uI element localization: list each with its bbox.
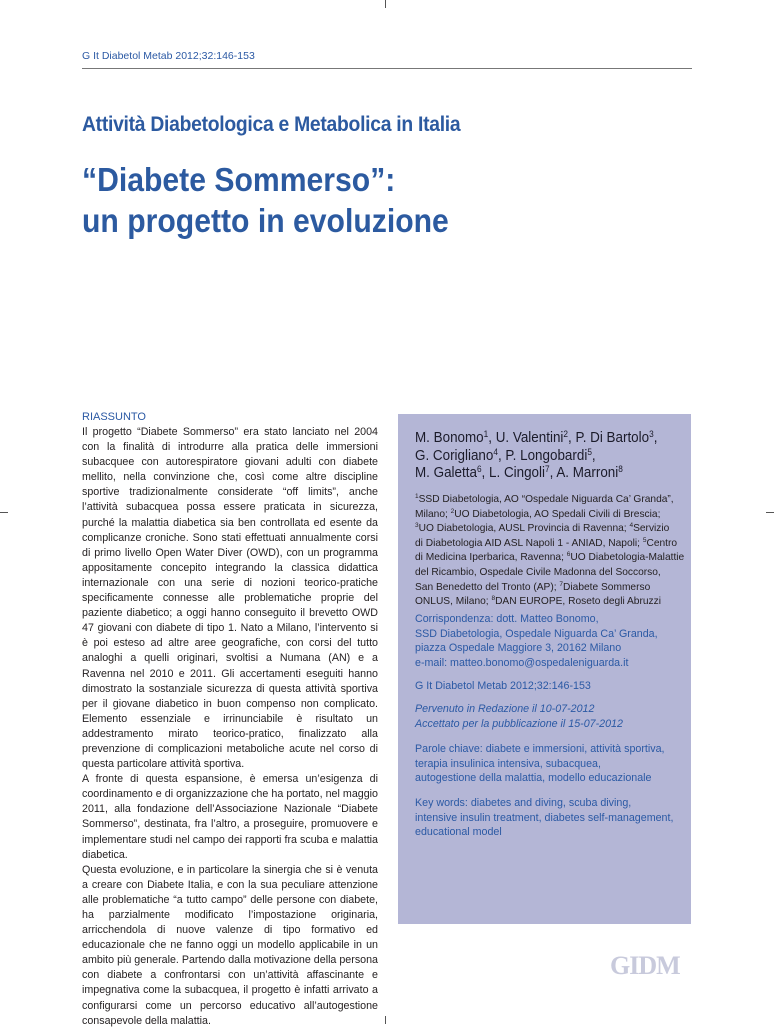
keywords-line: educational model: [415, 826, 502, 839]
title-line-1: “Diabete Sommerso”:: [82, 162, 396, 199]
keywords-line: Parole chiave: diabete e immersioni, attività sportiva,: [415, 743, 665, 755]
abstract-paragraph: A fronte di questa espansione, è emersa un’esigenza di coordinamento e di organizzazione che ha portato, nel maggio 2011, alla fondazione dell’Associazione Nazionale “Diabete Sommerso”, destinata, fra l’altro, a proseguire, promuovere e implementare studi nel campo dei rapporti fra scuba e malattia diabetica.: [82, 773, 378, 861]
author-name: U. Valentini: [495, 430, 564, 446]
affiliation-text: Centro: [646, 537, 678, 549]
author-separator: ,: [549, 465, 557, 482]
author-separator: ,: [497, 447, 506, 464]
affiliation-line: [415, 581, 687, 596]
author-affiliation-number: 5: [587, 446, 592, 457]
affiliation-text: ONLUS, Milano;: [415, 596, 492, 608]
author-separator: ,: [481, 465, 490, 482]
author-name: L. Cingoli: [489, 465, 545, 482]
affiliation-line: [415, 595, 687, 610]
affiliation-text: Diabete Sommerso: [563, 581, 651, 593]
affiliation-text: UO Diabetologia-Malattie: [570, 552, 685, 564]
correspondence-line: Corrispondenza: dott. Matteo Bonomo,: [415, 613, 599, 625]
crop-mark: [766, 512, 774, 513]
author-separator: ,: [653, 430, 658, 446]
affiliation-line: [415, 551, 687, 566]
author-name: P. Longobardi: [505, 447, 588, 464]
correspondence: [415, 612, 687, 671]
affiliation-line: [415, 493, 687, 508]
author-line: [415, 430, 673, 448]
affiliation-number: 7: [559, 580, 564, 588]
crop-mark: [385, 1016, 386, 1024]
author-separator: ,: [488, 430, 496, 446]
abstract: [82, 410, 378, 1029]
section-title: Attività Diabetologica e Metabolica in Italia: [82, 113, 461, 136]
affiliations: [415, 493, 687, 610]
crop-mark: [385, 0, 386, 8]
author-affiliation-number: 1: [483, 429, 489, 439]
author-name: G. Corigliano: [415, 447, 494, 464]
affiliation-line: [415, 566, 687, 581]
affiliation-text: di Diabetologia AID ASL Napoli 1 - ANIAD, Napoli;: [415, 537, 643, 549]
author-affiliation-number: 8: [618, 464, 623, 475]
abstract-paragraph: Questa evoluzione, e in particolare la sinergia che si è venuta a creare con Diabete Italia, e con la sua peculiare attenzione alle problematiche “a tutto campo” delle persone con diabete, ha parzialmente modificato l’impostazione originaria, arricchendola di nuove valenze di tipo formativo ed educazionale che ne fanno oggi un modello applicabile in un ambito più generale. Partendo dalla motivazione della persona con diabete a confrontarsi con un’attività affascinante e impegnativa come la subacquea, il progetto è infatti arrivato a configurarsi come un percorso educativo all’autogestione consapevole della malattia.: [82, 863, 378, 1027]
affiliation-line: [415, 537, 687, 552]
title-line-2: un progetto in evoluzione: [82, 203, 449, 240]
affiliation-line: [415, 522, 687, 537]
affiliation-text: di Medicina Iperbarica, Ravenna;: [415, 552, 567, 564]
author-name: P. Di Bartolo: [575, 430, 650, 446]
author-affiliation-number: 7: [544, 464, 550, 475]
journal-reference: G It Diabetol Metab 2012;32:146-153: [82, 50, 255, 62]
submission-dates: [415, 702, 623, 731]
affiliation-number: 8: [491, 595, 496, 603]
gidm-logo: GIDM: [610, 951, 680, 980]
affiliation-line: [415, 508, 687, 523]
correspondence-email[interactable]: e-mail: matteo.bonomo@ospedaleniguarda.it: [415, 657, 629, 670]
header-divider: [82, 68, 692, 69]
crop-mark: [0, 512, 8, 513]
affiliation-number: 2: [450, 507, 455, 515]
author-name: M. Galetta: [415, 465, 477, 482]
affiliation-number: 1: [415, 493, 419, 500]
affiliation-number: 4: [629, 522, 634, 530]
article-title: [82, 160, 449, 242]
affiliation-number: 5: [642, 536, 647, 544]
affiliation-text: DAN EUROPE, Roseto degli Abruzzi: [495, 596, 661, 608]
affiliation-text: Servizio: [633, 523, 670, 535]
affiliation-number: 6: [566, 551, 571, 559]
keywords-line: terapia insulinica intensiva, subacquea,: [415, 757, 601, 770]
abstract-paragraph: Il progetto “Diabete Sommerso” era stato lanciato nel 2004 con la finalità di introdurre alla pratica delle immersioni subacquee con autorespiratore giovani adulti con diabete mellito, nella convinzione che, così come altre discipline sportive tradizionalmente considerate “off limits”, anche l’attività subacquea possa essere praticata in sicurezza, purché la malattia diabetica sia ben controllata ed esente da complicanze croniche. Sono stati effettuati annualmente corsi di primo livello Open Water Diver (OWD), con un programma appositamente concepito integrando la classica didattica internazionale con una serie di nozioni teorico-pratiche specificamente connesse alle problematiche proprie del paziente diabetico; a oggi hanno conseguito il brevetto OWD 47 giovani con diabete di tipo 1. Nato a Milano, l’intervento si è poi esteso ad altre aree geografiche, con corsi del tutto analoghi a quelli originari, svoltisi a Numana (AN) e a Ravenna nel 2010 e 2011. Gli accertamenti eseguiti hanno dimostrato la sostanziale sicurezza di questa attività sportiva per il giovane diabetico in buon compenso non complicato. Elemento essenziale e irrinunciabile è risultato un addestramento mirato teorico-pratico, finalizzato alla prevenzione di complicazioni metaboliche acute nel corso di questa particolare attività sportiva.: [82, 426, 378, 771]
author-separator: ,: [568, 430, 576, 446]
author-name: A. Marroni: [556, 465, 619, 482]
abstract-heading: RIASSUNTO: [82, 411, 146, 423]
box-journal-reference: G It Diabetol Metab 2012;32:146-153: [415, 680, 591, 692]
keywords-line: Key words: diabetes and diving, scuba diving,: [415, 797, 632, 809]
correspondence-line: SSD Diabetologia, Ospedale Niguarda Ca’ Granda,: [415, 627, 658, 640]
author-line: [415, 448, 673, 466]
keywords-line: intensive insulin treatment, diabetes self-management,: [415, 811, 674, 824]
accepted-date: Accettato per la pubblicazione il 15-07-2012: [415, 717, 623, 730]
keywords-english: [415, 796, 687, 840]
author-affiliation-number: 2: [563, 429, 569, 439]
keywords-line: autogestione della malattia, modello educazionale: [415, 772, 652, 785]
author-affiliation-number: 3: [649, 429, 654, 439]
author-name: M. Bonomo: [415, 430, 484, 446]
author-affiliation-number: 4: [493, 446, 498, 457]
received-date: Pervenuto in Redazione il 10-07-2012: [415, 703, 595, 715]
affiliation-text: SSD Diabetologia, AO “Ospedale Niguarda Ca’ Granda”,: [418, 494, 674, 505]
author-line: [415, 465, 673, 483]
author-affiliation-number: 6: [476, 464, 482, 475]
author-separator: ,: [591, 447, 596, 464]
affiliation-text: UO Diabetologia, AO Spedali Civili di Brescia;: [454, 508, 661, 520]
correspondence-line: piazza Ospedale Maggiore 3, 20162 Milano: [415, 642, 622, 655]
affiliation-text: del Ricambio, Ospedale Civile Madonna del Soccorso,: [415, 566, 661, 578]
affiliation-text: UO Diabetologia, AUSL Provincia di Ravenna;: [418, 523, 630, 535]
affiliation-number: 3: [415, 522, 419, 530]
keywords-italian: [415, 742, 687, 786]
affiliation-text: San Benedetto del Tronto (AP);: [415, 581, 560, 593]
affiliation-text: Milano;: [415, 508, 451, 520]
author-list: [415, 430, 673, 483]
